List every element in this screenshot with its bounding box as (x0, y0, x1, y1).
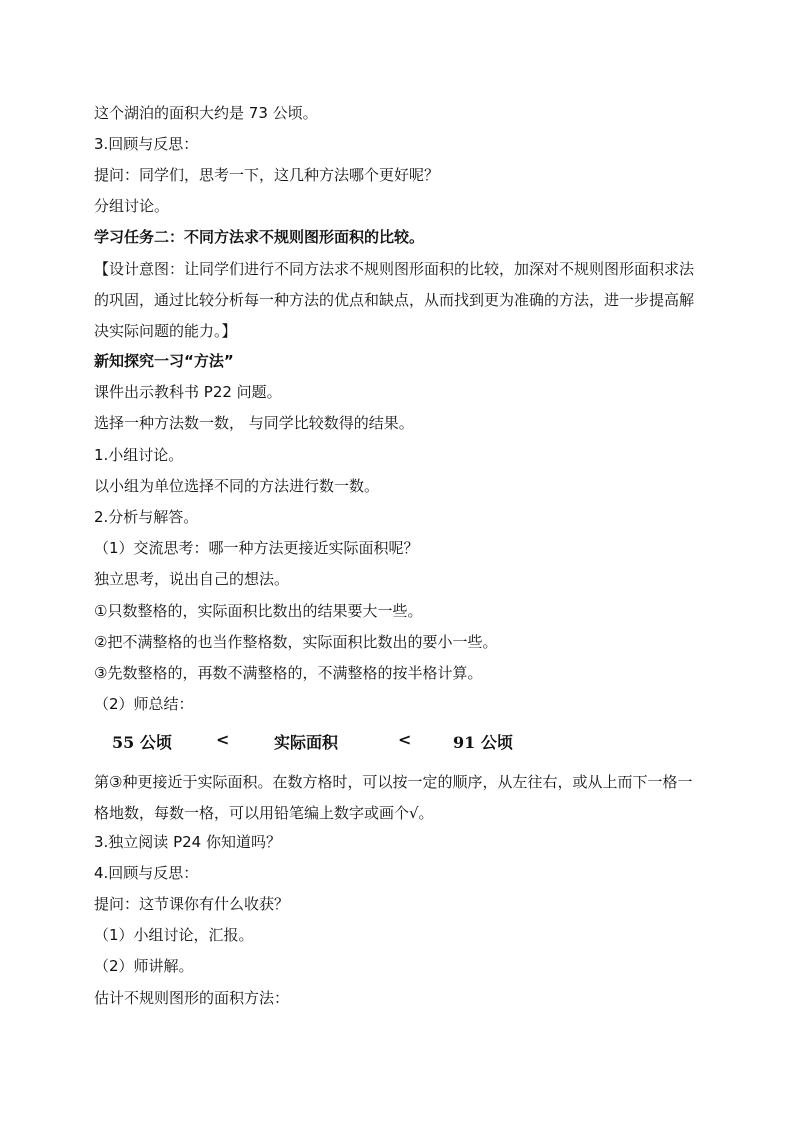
heading-new-knowledge: 新知探究一习“方法” (94, 352, 234, 370)
comparison-upper-bound: 91 公顷 (453, 733, 513, 752)
area-comparison (0, 730, 794, 754)
paragraph-method-3-closer: 第③种更接近于实际面积。在数方格时，可以按一定的顺序，从左往右，或从上而下一格一格地数，每数一格，可以用铅笔编上数字或画个√。 (94, 773, 693, 822)
heading-analysis-2: 2.分析与解答。 (94, 508, 199, 526)
paragraph-choose-method: 选择一种方法数一数， 与同学比较数得的结果。 (94, 414, 414, 432)
comparison-less-than-sign: < (216, 730, 230, 749)
paragraph-group-discussion: 分组讨论。 (94, 197, 170, 215)
list-item-method-1: ①只数整格的，实际面积比数出的结果要大一些。 (94, 602, 423, 620)
comparison-actual-area: 实际面积 (274, 733, 339, 752)
comparison-lower-bound: 55 公顷 (112, 733, 172, 752)
heading-read-p24: 3.独立阅读 P24 你知道吗？ (94, 833, 281, 851)
heading-learning-task-2: 学习任务二：不同方法求不规则图形面积的比较。 (94, 228, 425, 246)
paragraph-independent-think: 独立思考，说出自己的想法。 (94, 570, 290, 588)
list-item-teacher-explain: （2）师讲解。 (94, 957, 194, 975)
list-item-method-2: ②把不满整格的也当作整格数，实际面积比数出的要小一些。 (94, 633, 498, 651)
list-item-report: （1）小组讨论，汇报。 (94, 926, 254, 944)
paragraph-estimate-method: 估计不规则图形的面积方法： (94, 989, 290, 1007)
heading-group-discussion-1: 1.小组讨论。 (94, 446, 184, 464)
list-item-method-3: ③先数整格的，再数不满整格的，不满整格的按半格计算。 (94, 664, 483, 682)
paragraph-lake-area: 这个湖泊的面积大约是 73 公顷。 (94, 104, 318, 122)
heading-review-3: 3.回顾与反思： (94, 135, 199, 153)
paragraph-question: 提问：同学们，思考一下，这几种方法哪个更好呢？ (94, 166, 440, 184)
paragraph-exchange-think: （1）交流思考：哪一种方法更接近实际面积呢？ (94, 539, 419, 557)
paragraph-group-count: 以小组为单位选择不同的方法进行数一数。 (94, 477, 380, 495)
paragraph-teacher-summary: （2）师总结： (94, 695, 194, 713)
heading-review-4: 4.回顾与反思： (94, 864, 199, 882)
comparison-less-than-sign: < (398, 730, 412, 749)
paragraph-courseware: 课件出示教科书 P22 问题。 (94, 383, 282, 401)
paragraph-harvest-question: 提问：这节课你有什么收获？ (94, 895, 290, 913)
paragraph-design-intent: 【设计意图：让同学们进行不同方法求不规则图形面积的比较，加深对不规则图形面积求法的巩固，通过比较分析每一种方法的优点和缺点，从而找到更为准确的方法，进一步提高解决实际问题的能力。】 (94, 260, 695, 340)
